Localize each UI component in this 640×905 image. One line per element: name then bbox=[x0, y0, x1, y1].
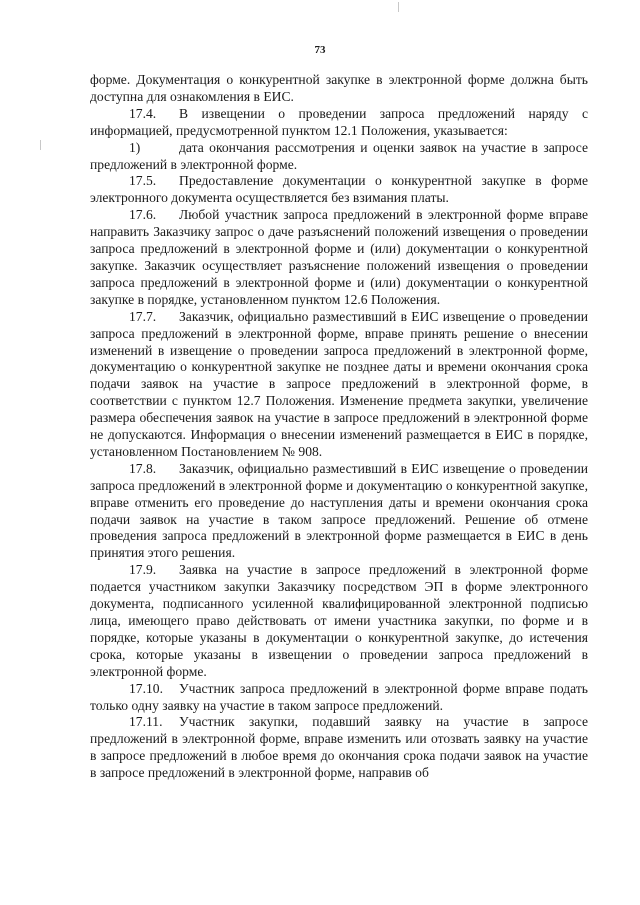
paragraph-0: форме. Документация о конкурентной закупке в электронной форме должна быть доступна для ознакомления в ЕИС. bbox=[90, 72, 588, 104]
paragraph-number: 17.9. bbox=[129, 562, 157, 578]
paragraph-number: 17.11. bbox=[129, 714, 163, 730]
paragraph-17-11: 17.11. Участник закупки, подавший заявку на участие в запросе предложений в электронной форме, вправе изменить или отозвать заявку на участие в запросе предложений в любое время до окончания срока подачи заявок на участие в запросе предложений в электронной форме, направив об bbox=[90, 714, 588, 781]
paragraph-number: 17.4. bbox=[129, 105, 157, 121]
paragraph-number: 17.10. bbox=[129, 680, 163, 696]
scan-mark-left bbox=[40, 140, 41, 150]
paragraph-number: 17.7. bbox=[129, 308, 157, 324]
paragraph-number: 1) bbox=[129, 139, 141, 155]
paragraph-number: 17.6. bbox=[129, 207, 157, 223]
page-number: 73 bbox=[314, 44, 326, 56]
paragraph-17-8: 17.8. Заказчик, официально разместивший в ЕИС извещение о проведении запроса предложений в электронной форме и документацию о конкурентной закупке, вправе отменить его проведение до наступления даты и времени окончания срока подачи заявок на участие в таком запросе предложений. Решение об отмене проведения запроса предложений в электронной форме размещается в ЕИС в день принятия этого решения. bbox=[90, 460, 588, 561]
paragraph-17-10: 17.10. Участник запроса предложений в электронной форме вправе подать только одну заявку на участие в таком запросе предложений. bbox=[90, 680, 588, 713]
paragraph-number: 17.8. bbox=[129, 460, 157, 476]
paragraph-item-1: 1) дата окончания рассмотрения и оценки заявок на участие в запросе предложений в электронной форме. bbox=[90, 139, 588, 172]
paragraph-17-6: 17.6. Любой участник запроса предложений в электронной форме вправе направить Заказчику запрос о даче разъяснений положений извещения о проведении запроса предложений в электронной форме и (или) документации о конкурентной закупке. Заказчик осуществляет разъяснение положений извещения о проведении запроса предложений в электронной форме и (или) документации о конкурентной закупке в порядке, установленном пунктом 12.6 Положения. bbox=[90, 207, 588, 307]
paragraph-17-5: 17.5. Предоставление документации о конкурентной закупке в форме электронного документа осуществляется без взимания платы. bbox=[90, 173, 588, 206]
document-body bbox=[90, 72, 588, 782]
paragraph-17-9: 17.9. Заявка на участие в запросе предложений в электронной форме подается участником закупки Заказчику посредством ЭП в форме электронного документа, подписанного усиленной квалифицированной электронной подписью лица, имеющего право действовать от имени участника закупки, по форме и в порядке, которые указаны в документации о конкурентной закупке, до истечения срока, которые указаны в извещении о проведении запроса предложений в электронной форме. bbox=[90, 562, 588, 679]
paragraph-17-7: 17.7. Заказчик, официально разместивший в ЕИС извещение о проведении запроса предложений в электронной форме, вправе принять решение о внесении изменений в извещение о проведении запроса предложений в электронной форме, документацию о конкурентной закупке не позднее даты и времени окончания срока подачи заявок на участие в запросе предложений в электронной форме, в соответствии с пунктом 12.7 Положения. Изменение предмета закупки, увеличение размера обеспечения заявок на участие в запросе предложений в электронной форме не допускаются. Информация о внесении изменений размещается в ЕИС в порядке, установленном Постановлением № 908. bbox=[90, 308, 588, 459]
scan-mark-top bbox=[398, 2, 399, 12]
paragraph-17-4: 17.4. В извещении о проведении запроса предложений наряду с информацией, предусмотренной пунктом 12.1 Положения, указывается: bbox=[90, 105, 588, 138]
paragraph-number: 17.5. bbox=[129, 173, 157, 189]
